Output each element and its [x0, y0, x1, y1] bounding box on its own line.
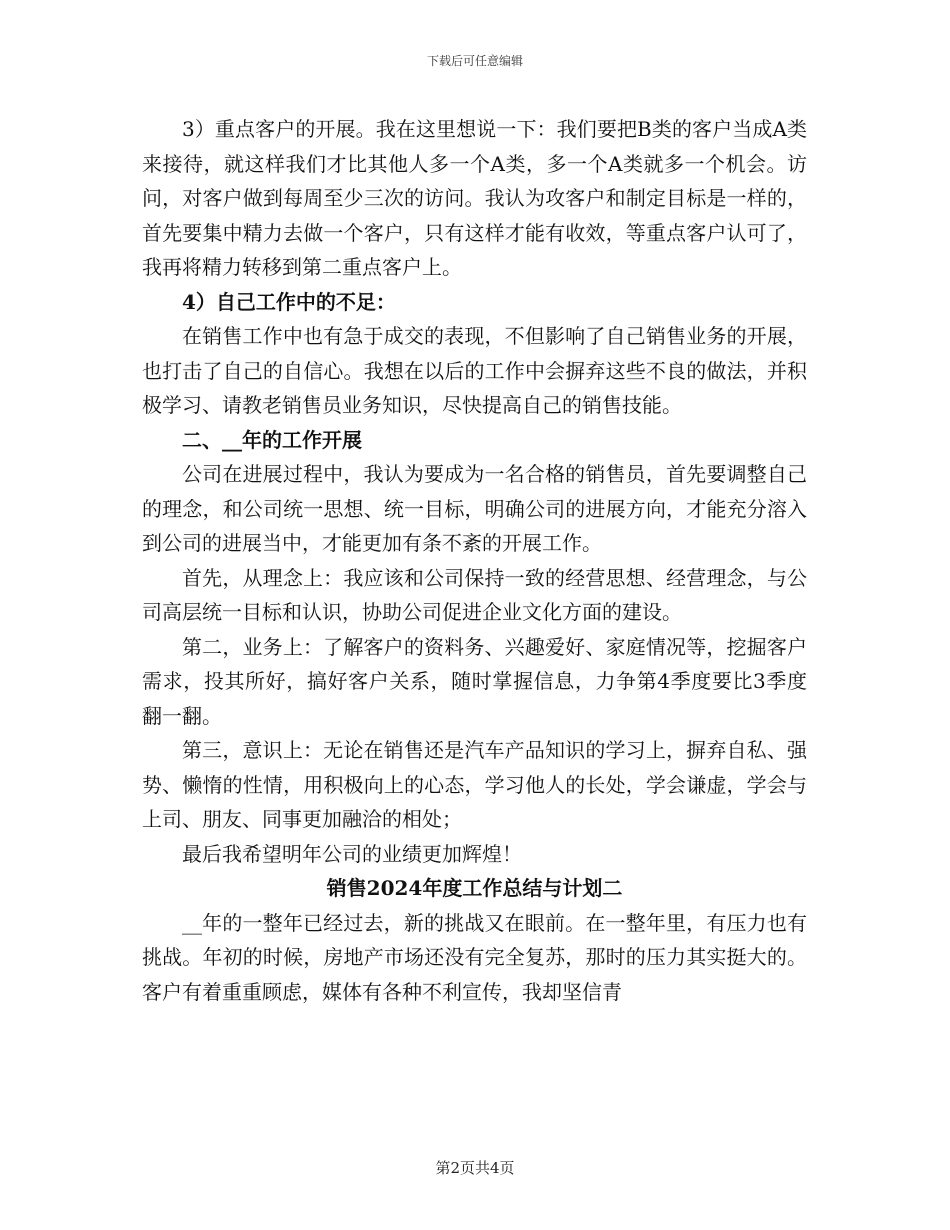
page-header: 下载后可任意编辑	[426, 54, 523, 68]
paragraph-closing-wish: 最后我希望明年公司的业绩更加辉煌！	[182, 841, 522, 866]
paragraph-year-review: __年的一整年已经过去，新的挑战又在眼前。在一整年里，有压力也有挑战。年初的时候，房地产市场还没有完全复苏，那时的压力其实挺大的。客户有着重重顾虑，媒体有各种不利宣传，我却坚信青	[142, 910, 807, 1004]
section-title-summary-two: 销售2024年度工作总结与计划二	[326, 876, 623, 900]
paragraph-first-concept: 首先，从理念上：我应该和公司保持一致的经营思想、经营理念，与公司高层统一目标和认识，协助公司促进企业文化方面的建设。	[142, 565, 807, 624]
heading-work-plan: 二、__年的工作开展	[182, 427, 362, 452]
paragraph-company-development: 公司在进展过程中，我认为要成为一名合格的销售员，首先要调整自己的理念，和公司统一思想、统一目标，明确公司的进展方向，才能充分溶入到公司的进展当中，才能更加有条不紊的开展工作。	[142, 462, 807, 555]
paragraph-third-awareness: 第三，意识上：无论在销售还是汽车产品知识的学习上，摒弃自私、强势、懒惰的性情，用积极向上的心态，学习他人的长处，学会谦虚，学会与上司、朋友、同事更加融洽的相处；	[142, 738, 807, 831]
page-footer: 第2页共4页	[435, 1159, 515, 1177]
paragraph-shortcomings: 在销售工作中也有急于成交的表现，不但影响了自己销售业务的开展，也打击了自己的自信心。我想在以后的工作中会摒弃这些不良的做法，并积极学习、请教老销售员业务知识，尽快提高自己的销售技能。	[142, 324, 807, 417]
paragraph-second-business: 第二，业务上：了解客户的资料务、兴趣爱好、家庭情况等，挖掘客户需求，投其所好，搞好客户关系，随时掌握信息，力争第4季度要比3季度翻一翻。	[142, 634, 807, 728]
paragraph-key-customers: 3）重点客户的开展。我在这里想说一下：我们要把B类的客户当成A类来接待，就这样我们才比其他人多一个A类，多一个A类就多一个机会。访问，对客户做到每周至少三次的访问。我认为攻客户和制定目标是一样的，首先要集中精力去做一个客户，只有这样才能有收效，等重点客户认可了，我再将精力转移到第二重点客户上。	[142, 117, 807, 279]
document-body	[142, 112, 807, 1009]
heading-shortcomings: 4）自己工作中的不足：	[182, 289, 396, 314]
